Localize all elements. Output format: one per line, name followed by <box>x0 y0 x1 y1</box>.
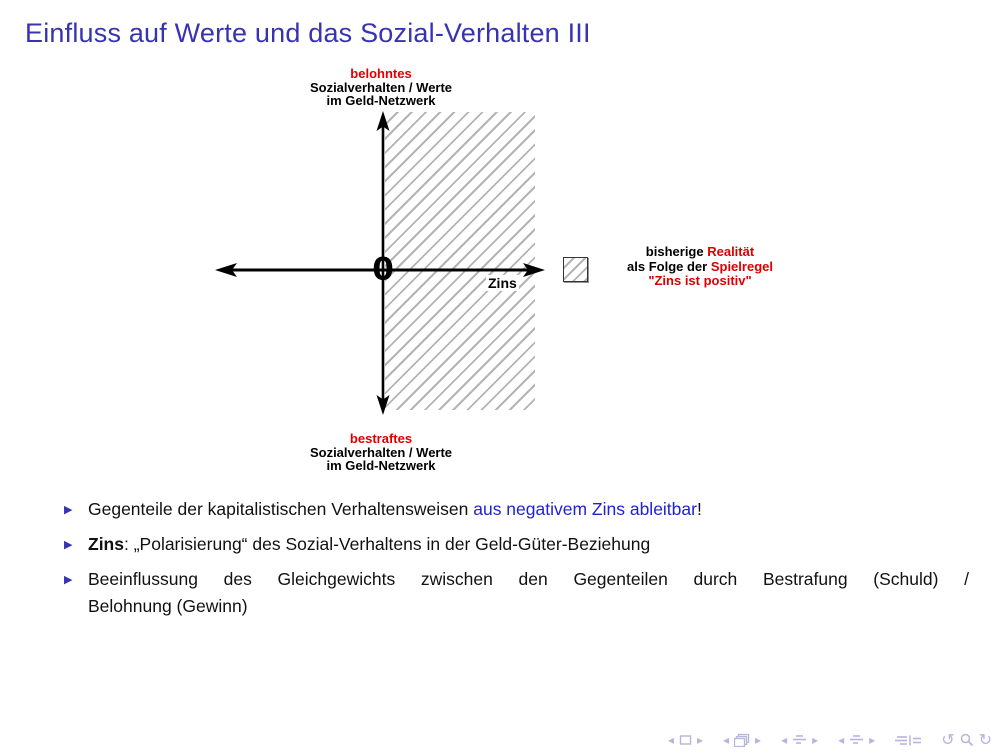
prev-frame-icon[interactable]: ◂ <box>723 733 730 747</box>
origin-label: 0 <box>372 251 394 288</box>
next-subsection-icon[interactable]: ▸ <box>869 733 876 747</box>
bottom-label-punish: bestraftes <box>349 431 413 446</box>
next-slide-icon[interactable]: ▸ <box>696 733 703 747</box>
top-label-reward: belohntes <box>350 66 412 81</box>
search-icon[interactable] <box>960 733 974 747</box>
bottom-label-line3: im Geld-Netzwerk <box>326 458 436 473</box>
legend-line3: "Zins ist positiv" <box>648 273 752 288</box>
bullet-list <box>64 496 969 627</box>
legend-line2: als Folge der Spielregel <box>627 258 773 274</box>
prev-subsection-icon[interactable]: ◂ <box>838 733 845 747</box>
next-frame-icon[interactable]: ▸ <box>755 733 762 747</box>
prev-section-icon[interactable]: ◂ <box>781 733 788 747</box>
bullet-item-1 <box>64 496 969 524</box>
bullet-triangle-icon: ▶ <box>64 574 73 586</box>
bullet-1-text: Gegenteile der kapitalistischen Verhaltensweisen aus negativem Zins ableitbar! <box>88 499 702 519</box>
section-icon[interactable] <box>792 734 807 746</box>
top-label-line3: im Geld-Netzwerk <box>326 93 436 108</box>
prev-slide-icon[interactable]: ◂ <box>667 733 674 747</box>
page-title: Einfluss auf Werte und das Sozial-Verhalten III <box>25 18 591 48</box>
bullet-triangle-icon: ▶ <box>64 504 73 516</box>
next-section-icon[interactable]: ▸ <box>812 733 819 747</box>
bullet-item-3 <box>64 566 969 620</box>
appendix-icon[interactable] <box>895 734 921 747</box>
bottom-label-line2: Sozialverhalten / Werte <box>309 444 453 460</box>
legend-line1: bisherige Realität <box>645 244 755 259</box>
top-label-line2: Sozialverhalten / Werte <box>309 79 453 95</box>
bullet-triangle-icon: ▶ <box>64 539 73 551</box>
x-axis-label: Zins <box>488 275 517 291</box>
bullet-item-2 <box>64 531 969 559</box>
frames-icon[interactable] <box>734 733 750 747</box>
current-slide-icon[interactable] <box>679 734 692 746</box>
subsection-icon[interactable] <box>849 734 864 746</box>
legend-text <box>627 245 773 289</box>
y-axis-top-label <box>310 67 452 108</box>
beamer-navigation <box>668 730 992 750</box>
back-history-icon[interactable]: ↺ <box>941 730 955 749</box>
y-axis-bottom-label <box>310 432 452 473</box>
legend-hatch-swatch <box>563 257 588 282</box>
forward-history-icon[interactable]: ↻ <box>978 730 992 749</box>
bullet-2-text: Zins: „Polarisierung“ des Sozial-Verhaltens in der Geld-Güter-Beziehung <box>88 534 651 554</box>
bullet-3-text: Beeinflussung des Gleichgewichts zwischen den Gegenteilen durch Bestrafung (Schuld) / Belohnung (Gewinn) <box>88 569 969 616</box>
